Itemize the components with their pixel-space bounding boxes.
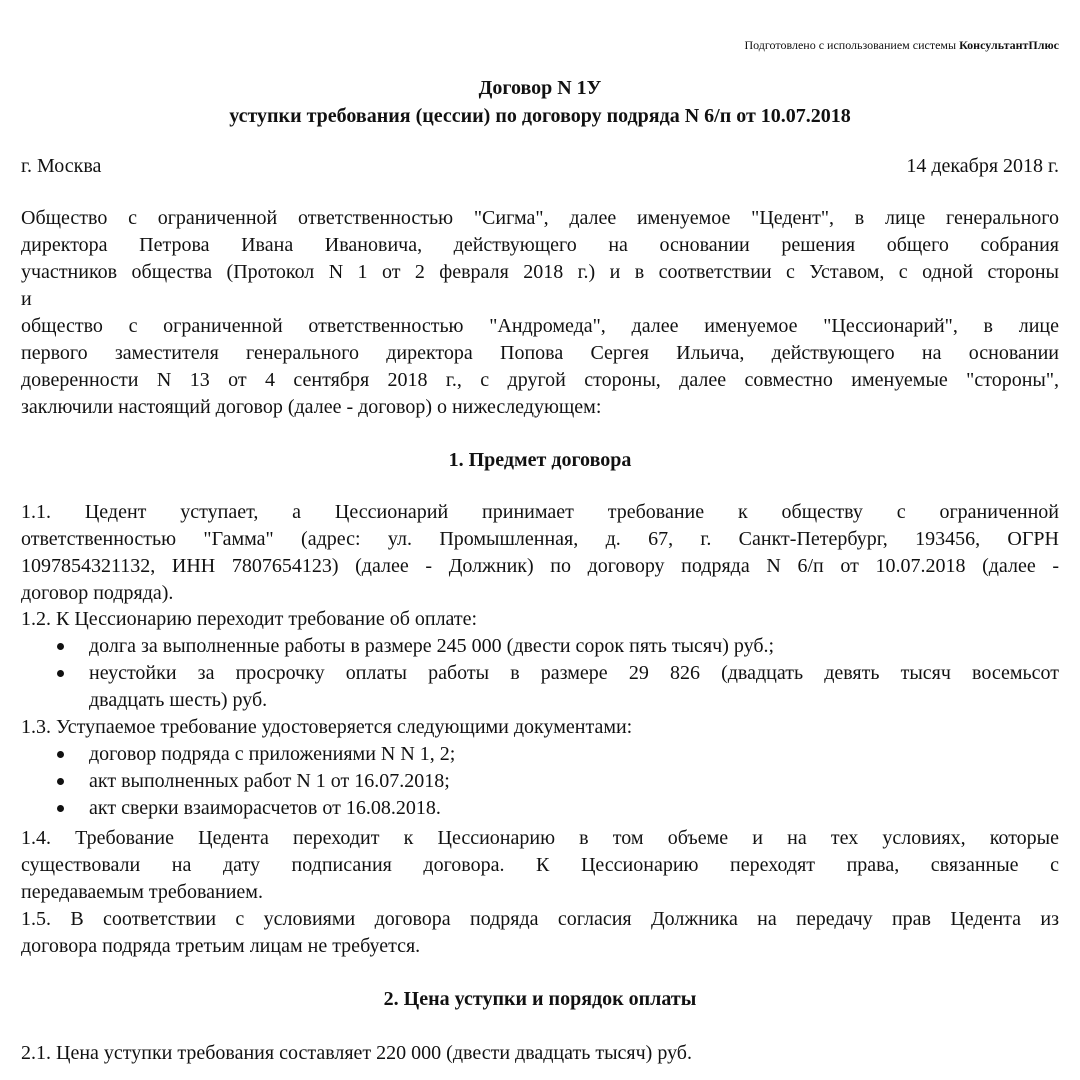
paragraph-line: ответственностью "Гамма" (адрес: ул. Промышленная, д. 67, г. Санкт-Петербург, 193456, ОГРН	[21, 528, 1059, 550]
paragraph-line: директора Петрова Ивана Ивановича, действующего на основании решения общего собрания	[21, 234, 1059, 256]
prepared-with-note	[744, 38, 1059, 52]
paragraph-line: договора подряда третьим лицам не требуется.	[21, 935, 421, 957]
paragraph-line: 1.5. В соответствии с условиями договора подряда согласия Должника на передачу прав Цедента из	[21, 908, 1059, 930]
paragraph-line: 1097854321132, ИНН 7807654123) (далее - Должник) по договору подряда N 6/п от 10.07.2018 (далее -	[21, 555, 1059, 577]
paragraph-line: первого заместителя генерального директора Попова Сергея Ильича, действующего на основании	[21, 342, 1059, 364]
paragraph-line: и	[21, 288, 32, 310]
paragraph-line: передаваемым требованием.	[21, 881, 263, 903]
bullet-icon	[57, 778, 64, 785]
clause-1-1	[21, 499, 1059, 607]
bullet-icon	[57, 670, 64, 677]
bullet-icon	[57, 643, 64, 650]
list-item	[21, 768, 1059, 795]
paragraph-line: общество с ограниченной ответственностью "Андромеда", далее именуемое "Цессионарий", в лице	[21, 315, 1059, 337]
clause-1-3	[21, 714, 1059, 741]
paragraph-line: участников общества (Протокол N 1 от 2 февраля 2018 г.) и в соответствии с Уставом, с одной стороны	[21, 261, 1059, 283]
contract-title-line2: уступки требования (цессии) по договору подряда N 6/п от 10.07.2018	[229, 105, 851, 127]
document-page	[21, 0, 1059, 1080]
list-item-text: долга за выполненные работы в размере 245 000 (двести сорок пять тысяч) руб.;	[89, 635, 775, 657]
paragraph-line: 1.3. Уступаемое требование удостоверяется следующими документами:	[21, 716, 633, 738]
contract-place: г. Москва	[21, 155, 102, 177]
prepared-with-text: Подготовлено с использованием системы	[744, 38, 960, 52]
clause-1-4	[21, 825, 1059, 906]
clause-2-1	[21, 1040, 1059, 1067]
place-date-row	[21, 153, 1059, 179]
list-item-text: договор подряда с приложениями N N 1, 2;	[89, 743, 456, 765]
paragraph-line: 1.4. Требование Цедента переходит к Цессионарию в том объеме и на тех условиях, которые	[21, 827, 1059, 849]
clause-1-2	[21, 606, 1059, 633]
preamble-party2	[21, 313, 1059, 421]
paragraph-line: 1.1. Цедент уступает, а Цессионарий принимает требование к обществу с ограниченной	[21, 501, 1059, 523]
list-item	[21, 741, 1059, 768]
bullet-icon	[57, 751, 64, 758]
consultant-plus-brand: КонсультантПлюс	[959, 38, 1059, 52]
clause-1-5	[21, 906, 1059, 960]
paragraph-line: существовали на дату подписания договора. К Цессионарию переходят права, связанные с	[21, 854, 1059, 876]
clause-1-2-list	[21, 633, 1059, 714]
bullet-icon	[57, 805, 64, 812]
list-item-text: неустойки за просрочку оплаты работы в размере 29 826 (двадцать девять тысяч восемьсот	[89, 662, 1059, 684]
paragraph-line: 1.2. К Цессионарию переходит требование об оплате:	[21, 608, 478, 630]
list-item	[21, 795, 1059, 822]
list-item-text: двадцать шесть) руб.	[89, 689, 268, 711]
list-item-text: акт выполненных работ N 1 от 16.07.2018;	[89, 770, 450, 792]
contract-title-line1: Договор N 1У	[478, 77, 602, 99]
clause-1-3-list	[21, 741, 1059, 822]
contract-date: 14 декабря 2018 г.	[906, 155, 1059, 177]
paragraph-line: договор подряда).	[21, 582, 174, 604]
paragraph-line: доверенности N 13 от 4 сентября 2018 г., с другой стороны, далее совместно именуемые "стороны",	[21, 369, 1059, 391]
contract-title	[21, 74, 1059, 130]
section2-heading: 2. Цена уступки и порядок оплаты	[383, 988, 697, 1010]
section1-heading: 1. Предмет договора	[448, 449, 632, 471]
list-item	[21, 660, 1059, 714]
paragraph-line: заключили настоящий договор (далее - договор) о нижеследующем:	[21, 396, 602, 418]
paragraph-line: 2.1. Цена уступки требования составляет 220 000 (двести двадцать тысяч) руб.	[21, 1042, 692, 1064]
list-item-text: акт сверки взаиморасчетов от 16.08.2018.	[89, 797, 441, 819]
preamble-party1	[21, 205, 1059, 313]
paragraph-line: Общество с ограниченной ответственностью "Сигма", далее именуемое "Цедент", в лице генерального	[21, 207, 1059, 229]
list-item	[21, 633, 1059, 660]
